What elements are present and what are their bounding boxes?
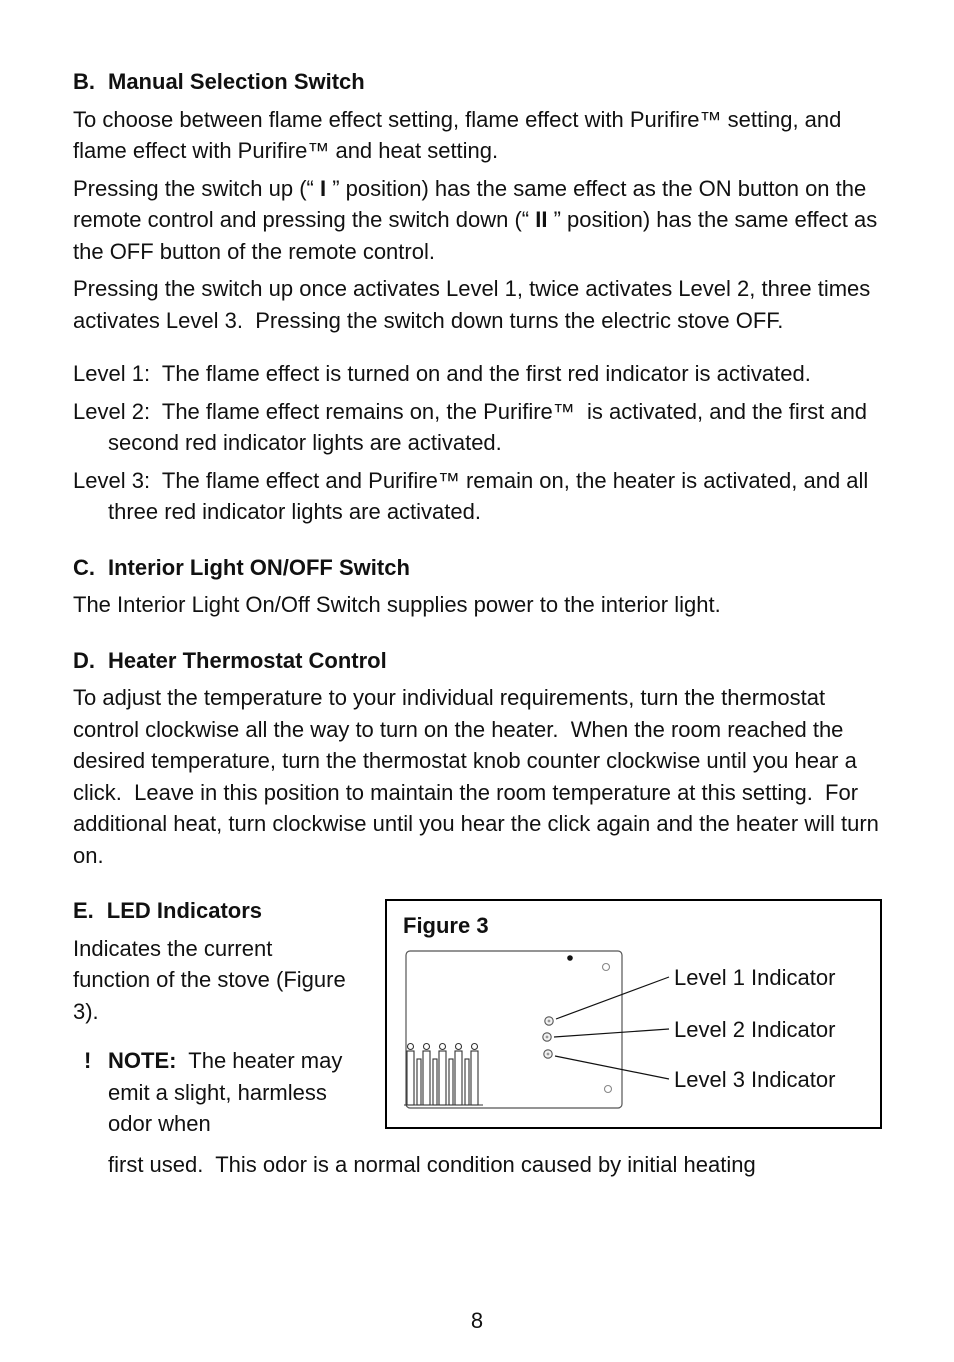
section-interior-light-switch bbox=[73, 552, 881, 621]
section-led-indicators bbox=[73, 895, 881, 1191]
section-heater-thermostat-control bbox=[73, 645, 886, 872]
section-d-para1: To adjust the temperature to your individual requirements, turn the thermostat control clockwise all the way to turn on the heater. When the room reached the desired temperature, turn the thermostat knob counter clockwise until you hear a click. Leave in this position to maintain the room temperature at this setting. For additional heat, turn clockwise until you hear the click again and the heater will turn on. bbox=[73, 685, 886, 868]
section-e-para1: Indicates the current function of the stove (Figure 3). bbox=[73, 935, 352, 1024]
exclamation-icon: ! bbox=[84, 1048, 92, 1073]
note-label: NOTE: bbox=[108, 1048, 177, 1073]
led-level-1-dot bbox=[545, 1017, 553, 1025]
level-3-description: Level 3: The flame effect and Purifire™ remain on, the heater is activated, and all three red indicator lights are activated. bbox=[73, 467, 875, 524]
note-continuation: first used. This odor is a normal condition caused by initial heating bbox=[108, 1151, 756, 1177]
note-text: The heater may emit a slight, harmless odor when bbox=[108, 1048, 349, 1136]
note-block bbox=[73, 1045, 351, 1140]
level-2-description: Level 2: The flame effect remains on, the Purifire™ is activated, and the first and second red indicator lights are activated. bbox=[73, 398, 874, 455]
section-d-title: Heater Thermostat Control bbox=[108, 647, 387, 673]
section-b-title: Manual Selection Switch bbox=[108, 69, 365, 94]
section-c-title: Interior Light ON/OFF Switch bbox=[108, 554, 410, 580]
panel-dot bbox=[567, 955, 573, 961]
page-content bbox=[73, 66, 886, 1191]
switch-position-ii: II bbox=[535, 207, 548, 232]
section-b-heading bbox=[73, 66, 881, 98]
panel-outline bbox=[406, 951, 622, 1108]
page-number: 8 bbox=[470, 1308, 484, 1333]
para2-text-1: Pressing the switch up (“ bbox=[73, 175, 320, 201]
para2-text-3: ” position) has the same effect as the OFF button of the remote control. bbox=[73, 207, 884, 264]
switch-position-i: I bbox=[319, 175, 327, 201]
figure-label-level-1: Level 1 Indicator bbox=[674, 965, 836, 990]
section-c-heading bbox=[73, 552, 881, 584]
figure-label-level-3: Level 3 Indicator bbox=[674, 1067, 836, 1092]
section-b-letter: B. bbox=[73, 69, 95, 94]
section-manual-selection-switch bbox=[73, 66, 884, 528]
para2-text-2: ” position) has the same effect as the ON button on the remote control and pressing the switch down (“ bbox=[73, 175, 873, 232]
level-descriptions bbox=[73, 358, 881, 528]
section-c-letter: C. bbox=[73, 554, 95, 580]
section-b-para2 bbox=[73, 173, 884, 268]
led-level-3-dot bbox=[544, 1050, 552, 1058]
level-1-description: Level 1: The flame effect is turned on and the first red indicator is activated. bbox=[73, 361, 811, 386]
section-e-letter: E. bbox=[73, 898, 94, 923]
section-b-para3: Pressing the switch up once activates Level 1, twice activates Level 2, three times activates Level 3. Pressing the switch down turns the electric stove OFF. bbox=[73, 276, 877, 333]
section-d-heading bbox=[73, 645, 881, 677]
section-c-para1: The Interior Light On/Off Switch supplies power to the interior light. bbox=[73, 592, 721, 617]
section-e-left-column bbox=[73, 933, 351, 1140]
figure-3-box bbox=[385, 899, 882, 1129]
section-b-para1: To choose between flame effect setting, flame effect with Purifire™ setting, and flame effect with Purifire™ and heat setting. bbox=[73, 106, 848, 163]
section-d-letter: D. bbox=[73, 647, 95, 673]
figure-3-title: Figure 3 bbox=[403, 913, 489, 938]
led-level-2-dot bbox=[543, 1033, 551, 1041]
figure-label-level-2: Level 2 Indicator bbox=[674, 1017, 836, 1042]
section-e-title: LED Indicators bbox=[106, 898, 263, 923]
